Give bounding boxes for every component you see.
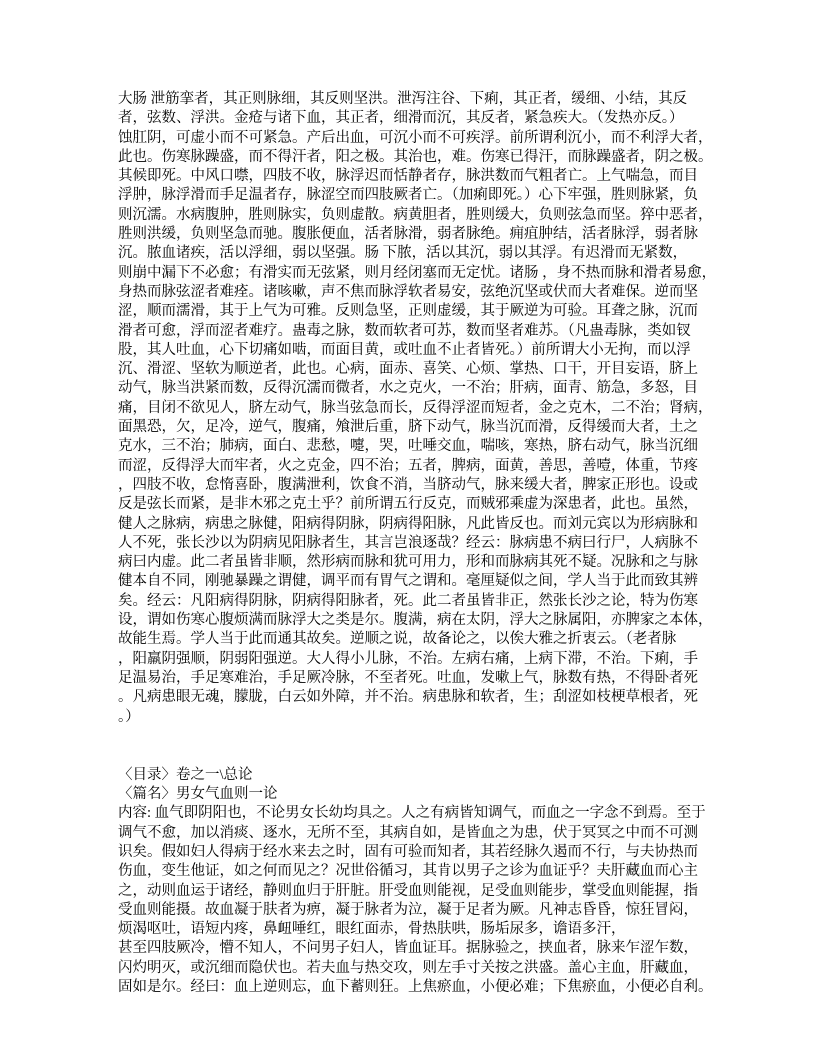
text-line: 识矣。假如妇人得病于经水来去之时，固有可验而知者，其若经脉久遏而不行，与夫协热而 — [118, 843, 698, 860]
text-line: 受血则能摄。故血凝于肤者为痹，凝于脉者为泣，凝于足者为厥。凡神志昏昏，惊狂冒闷， — [118, 901, 698, 918]
section-header-block — [118, 766, 718, 805]
text-line: 大肠 泄筋挛者，其正则脉细，其反则坚洪。泄泻注谷、下痢，其正者，缓细、小结，其反 — [118, 91, 688, 107]
text-line: 健人之脉病，病患之脉健，阳病得阴脉，阴病得阳脉，凡此皆反也。而刘元宾以为形病脉和 — [118, 515, 698, 532]
text-line: 沉、滑涩、坚软为顺逆者，此也。心病，面赤、喜笑、心烦、掌热、口干，开目妄语，脐上 — [118, 361, 698, 378]
text-line: 克水，三不治；肺病，面白、悲愁，嚏，哭，吐唾交血，喘咳，寒热，脐右动气，脉当沉细 — [118, 438, 698, 455]
text-line: 。凡病患眼无魂，朦胧，白云如外障，并不治。病患脉和软者，生；刮涩如枝梗草根者，死 — [118, 689, 698, 706]
text-line: 沉。脓血诸疾，活以浮细，弱以坚强。肠 下脓，活以其沉，弱以其浮。有迟滑而无紧数， — [118, 245, 688, 262]
text-line: 则崩中漏下不必愈；有滑实而无弦紧，则月经闭塞而无定忧。诸肠 ，身不热而脉和滑者易愈， — [118, 264, 717, 281]
text-line: 甚至四肢厥冷，懵不知人，不问男子妇人，皆血证耳。据脉验之，挟血者，脉来乍涩乍数， — [118, 940, 698, 957]
text-line: 伤血，变生他证，如之何而见之？况世俗循习，其肯以男子之诊为血证乎？夫肝藏血而心主 — [118, 863, 698, 880]
content-block — [118, 804, 718, 997]
pulse-discussion-block — [118, 90, 718, 727]
text-line: 者，弦数、浮洪。金疮与诸下血，其正者，细滑而沉，其反者，紧急疾大。（发热亦反。） — [118, 110, 684, 127]
text-line: 痛，目闭不欲见人，脐左动气，脉当弦急而长，反得浮涩而短者，金之克木，二不治；肾病， — [118, 399, 713, 416]
text-line: 浮肿，脉浮滑而手足温者存，脉涩空而四肢厥者亡。（加痢即死。）心下牢强，胜则脉紧，负 — [118, 187, 698, 204]
text-line: 蚀肛阴，可虚小而不可紧急。产后出血，可沉小而不可疾浮。前所谓利沉小，而不利浮大者， — [118, 129, 713, 146]
text-line: 烦渴呕吐，语短内疼，鼻衄唾红，眼红面赤，骨热肤哄，肠垢尿多，谵语多汗， — [118, 921, 626, 938]
text-line: 身热而脉弦涩者难痊。诸咳嗽，声不焦而脉浮软者易安，弦绝沉坚或伏而大者难保。逆而坚 — [118, 283, 698, 300]
text-line: 设，谓如伤寒心腹烦满而脉浮大之类是尔。腹满，病在太阴，浮大之脉属阳，亦脾家之本体， — [118, 612, 713, 629]
text-area — [118, 90, 718, 997]
text-line: 病曰内虚。此二者虽皆非顺，然形病而脉和犹可用力，形和而脉病其死不疑。况脉和之与脉 — [118, 554, 698, 571]
text-line: 股，其人吐血，心下切痛如啮，而面目黄，或吐血不止者皆死。）前所谓大小无拘，而以浮 — [118, 341, 691, 358]
text-line: 动气，脉当洪紧而数，反得沉濡而微者，水之克火，一不治；肝病，面青、筋急，多怒，目 — [118, 380, 698, 397]
text-line: 故能生焉。学人当于此而通其故矣。逆顺之说，故备论之，以俟大雅之折衷云。（老者脉 — [118, 631, 677, 648]
text-line: 滑者可愈，浮而涩者难疗。蛊毒之脉，数而软者可苏，数而坚者难苏。（凡蛊毒脉，类如钗 — [118, 322, 691, 339]
text-line: 面黑恐，欠，足冷，逆气，腹痛，飧泄后重，脐下动气，脉当沉而滑，反得缓而大者，土之 — [118, 419, 698, 436]
text-line: 固如是尔。经曰：血上逆则忘，血下蓄则狂。上焦瘀血，小便必难；下焦瘀血，小便必自利。 — [118, 979, 713, 996]
text-line: 足温易治，手足寒难治，手足厥冷脉，不至者死。吐血，发嗽上气，脉数有热，不得卧者死 — [118, 669, 698, 686]
text-line: 健本自不同，刚驰暴躁之谓健，调平而有胃气之谓和。毫厘疑似之间，学人当于此而致其辨 — [118, 573, 698, 590]
text-line: ，四肢不收，怠惰喜卧，腹满泄利，饮食不消，当脐动气，脉来缓大者，脾家正形也。设或 — [118, 476, 698, 493]
text-line: 闪灼明灭，或沉细而隐伏也。若夫血与热交攻，则左手寸关按之洪盛。盖心主血，肝藏血， — [118, 959, 698, 976]
text-line: 胜则洪缓，负则坚急而驰。腹胀便血，活者脉滑，弱者脉绝。痈疽肿结，活者脉浮，弱者脉 — [118, 226, 698, 243]
text-line: 内容: 血气即阴阳也，不论男女长幼均具之。人之有病皆知调气，而血之一字念不到焉。至于 — [118, 805, 706, 822]
toc-line: 〈目录〉卷之一\总论 — [118, 766, 253, 783]
text-line: 之，动则血运于诸经，静则血归于肝脏。肝受血则能视，足受血则能步，掌受血则能握，指 — [118, 882, 698, 899]
text-line: 矣。经云：凡阳病得阴脉，阴病得阳脉者，死。此二者虽皆非正，然张长沙之论，特为伤寒 — [118, 592, 698, 609]
text-line: 而涩，反得浮大而牢者，火之克金，四不治；五者，脾病，面黄，善思，善噎，体重，节疼 — [118, 457, 698, 474]
text-line: 此也。伤寒脉躁盛，而不得汗者，阳之极。其治也，难。伤寒已得汗，而脉躁盛者，阴之极。 — [118, 148, 713, 165]
text-line: 调气不愈，加以消痰、逐水，无所不至，其病自如，是皆血之为患，伏于冥冥之中而不可测 — [118, 824, 698, 841]
text-line: 人不死，张长沙以为阴病见阳脉者生，其言岂浪逐哉？经云：脉病患不病曰行尸，人病脉不 — [118, 534, 698, 551]
text-line: 涩，顺而濡滑，其于上气为可雅。反则急坚，正则虚缓，其于厥逆为可验。耳聋之脉，沉而 — [118, 303, 698, 320]
text-line: 反是弦长而紧，是非木邪之克土乎？前所谓五行反克，而贼邪乘虚为深患者，此也。虽然， — [118, 496, 698, 513]
text-line: 则沉濡。水病腹肿，胜则脉实，负则虚散。病黄胆者，胜则缓大，负则弦急而坚。猝中恶者， — [118, 206, 713, 223]
text-line: 。） — [118, 708, 140, 725]
text-line: 其候即死。中风口噤，四肢不收，脉浮迟而恬静者存，脉洪数而气粗者亡。上气喘急，而目 — [118, 168, 698, 185]
text-line: ，阳羸阴强顺，阴弱阳强逆。大人得小儿脉，不治。左病右痛，上病下滞，不治。下痢，手 — [118, 650, 698, 667]
chapter-title-line: 〈篇名〉男女气血则一论 — [118, 786, 278, 803]
